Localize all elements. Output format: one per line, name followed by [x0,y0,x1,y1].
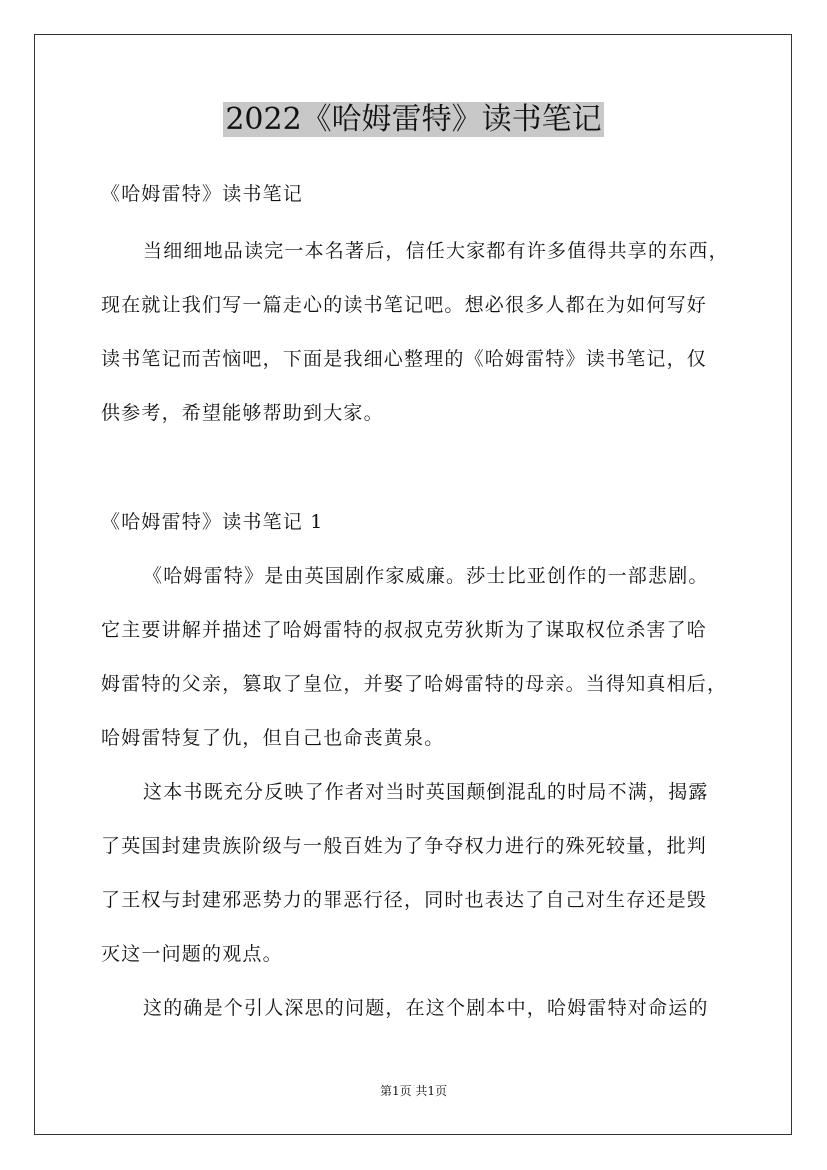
para2-line-3: 了王权与封建邪恶势力的罪恶行径，同时也表达了自己对生存还是毁 [101,889,708,911]
intro-line-3: 读书笔记而苦恼吧，下面是我细心整理的《哈姆雷特》读书笔记，仅 [101,348,708,370]
para1-line-3: 姆雷特的父亲，篡取了皇位，并娶了哈姆雷特的母亲。当得知真相后， [101,673,728,695]
document-subtitle: 《哈姆雷特》读书笔记 [101,183,304,205]
document-title-text: 2022《哈姆雷特》读书笔记 [225,102,602,137]
para2-line-4: 灭这一问题的观点。 [101,943,283,965]
para1-line-4: 哈姆雷特复了仇，但自己也命丧黄泉。 [101,727,445,749]
para2-line-1: 这本书既充分反映了作者对当时英国颠倒混乱的时局不满，揭露 [143,781,709,803]
section-heading: 《哈姆雷特》读书笔记 1 [101,511,324,533]
para1-line-2: 它主要讲解并描述了哈姆雷特的叔叔克劳狄斯为了谋取权位杀害了哈 [101,619,708,641]
intro-line-1: 当细细地品读完一本名著后，信任大家都有许多值得共享的东西， [143,240,729,262]
page-footer: 第1页 共1页 [379,1084,448,1098]
para2-line-2: 了英国封建贵族阶级与一般百姓为了争夺权力进行的殊死较量，批判 [101,835,708,857]
intro-line-2: 现在就让我们写一篇走心的读书笔记吧。想必很多人都在为如何写好 [101,294,708,316]
para1-line-1: 《哈姆雷特》是由英国剧作家威廉。莎士比亚创作的一部悲剧。 [143,565,709,587]
para3-line-1: 这的确是个引人深思的问题，在这个剧本中，哈姆雷特对命运的 [143,997,709,1019]
document-title [0,98,827,142]
intro-line-4: 供参考，希望能够帮助到大家。 [101,402,384,424]
